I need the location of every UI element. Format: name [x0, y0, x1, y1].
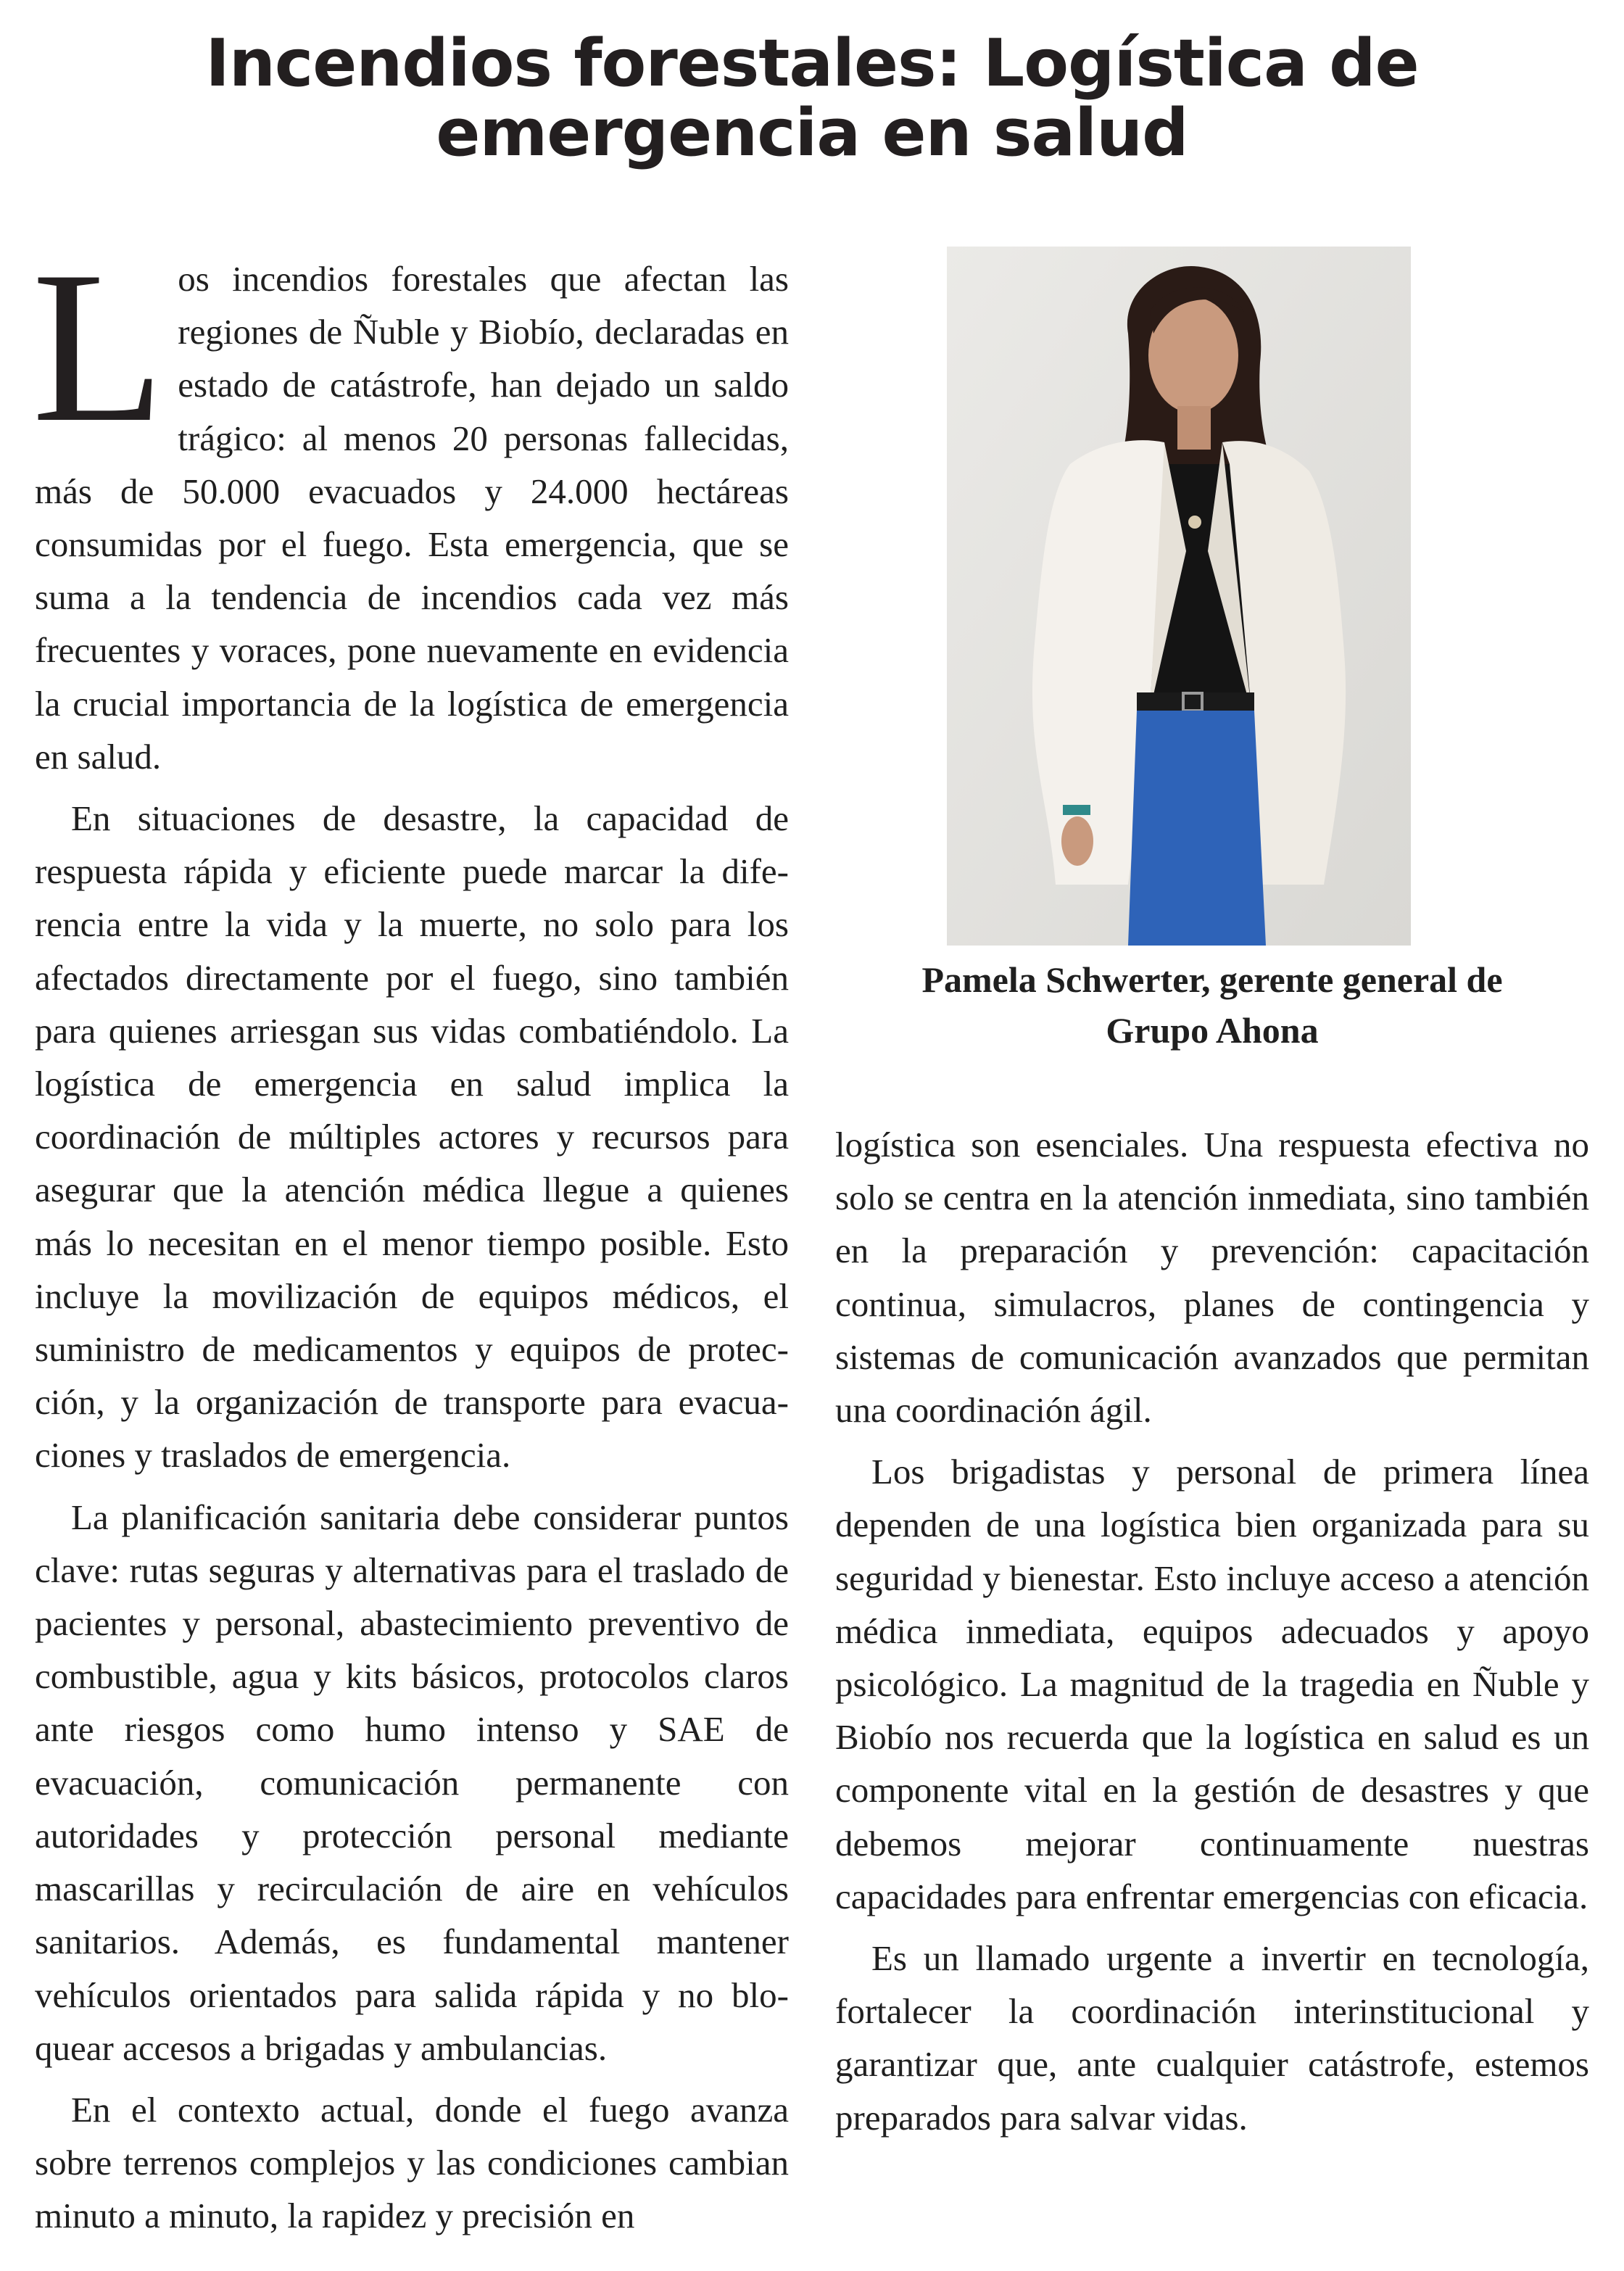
paragraph-1 — [32, 226, 789, 783]
paragraph-2: En situaciones de desastre, la capacidad de respuesta rápida y eficiente puede marcar la diferencia entre la vida y la muerte, no solo para los afectados directamente por el fuego, sino también para quienes arriesgan sus vidas combatiéndolo. La logística de emergencia en salud implica la coordinación de múltiples actores y recursos para asegurar que la atención médica llegue a quienes más lo necesitan en el menor tiempo posible. Esto incluye la movilización de equipos médicos, el suministro de medicamentos y equipos de protección, y la organización de transporte para evacuaciones y traslados de emergencia. — [35, 798, 789, 1476]
portrait-illustration — [947, 247, 1411, 946]
caption-line-2: Grupo Ahona — [1106, 1010, 1319, 1051]
photo-caption — [835, 954, 1589, 1056]
trousers — [1128, 711, 1266, 946]
portrait-photo — [947, 247, 1411, 946]
right-column — [835, 1118, 1589, 2153]
neck — [1177, 406, 1211, 450]
belt — [1137, 692, 1254, 711]
article-title — [0, 25, 1624, 171]
drop-cap: L — [32, 226, 165, 467]
title-line-2: emergencia en salud — [436, 95, 1188, 171]
paragraph-1-text: os incendios forestales que afectan las regiones de Ñuble y Biobío, declaradas en estado de catástrofe, han dejado un saldo trágico: al menos 20 personas fallecidas, más de 50.000 evacuados y 24.000 hectáreas consumidas por el fuego. Esta emergencia, que se suma a la tendencia de incendios cada vez más frecuentes y voraces, pone nuevamente en evidencia la crucial importancia de la logística de emergencia en salud. — [35, 259, 789, 777]
paragraph-5: logística son esenciales. Una respuesta efectiva no solo se centra en la atención inmediata, sino también en la preparación y prevención: capacitación continua, simulacros, planes de contingencia y sistemas de comunicación avanzados que permitan una coordinación ágil. — [835, 1125, 1589, 1431]
left-column — [32, 226, 789, 2251]
caption-line-1: Pamela Schwerter, gerente general de — [921, 959, 1503, 1000]
paragraph-4: En el contexto actual, donde el fuego avanza sobre terrenos complejos y las condiciones cambian minuto a minuto, la rapidez y precisión en — [35, 2089, 789, 2236]
title-line-1: Incendios forestales: Logística de — [205, 25, 1419, 102]
paragraph-7: Es un llamado urgente a invertir en tecnología, fortalecer la coordinación interinstitucional y garantizar que, ante cualquier catástrofe, estemos preparados para salvar vidas. — [835, 1938, 1589, 2138]
paragraph-6: Los brigadistas y personal de primera línea dependen de una logística bien organizada para su seguridad y bienestar. Esto incluye acceso a atención médica inmediata, equipos adecuados y apoyo psicológico. La magnitud de la tragedia en Ñuble y Biobío nos recuerda que la logística en salud es un componente vital en la gestión de desastres y que debemos mejorar continuamente nuestras capacidades para enfrentar emergencias con eficacia. — [835, 1452, 1589, 1916]
paragraph-3: La planificación sanitaria debe considerar puntos clave: rutas seguras y alternativas para el traslado de pacientes y personal, abastecimiento preventivo de combustible, agua y kits básicos, protocolos claros ante riesgos como humo intenso y SAE de evacuación, comunicación permanente con autoridades y protección personal mediante mascarillas y recirculación de aire en vehículos sanitarios. Además, es fundamental mantener vehículos orientados para salida rápida y no bloquear accesos a brigadas y ambulancias. — [35, 1497, 789, 2068]
